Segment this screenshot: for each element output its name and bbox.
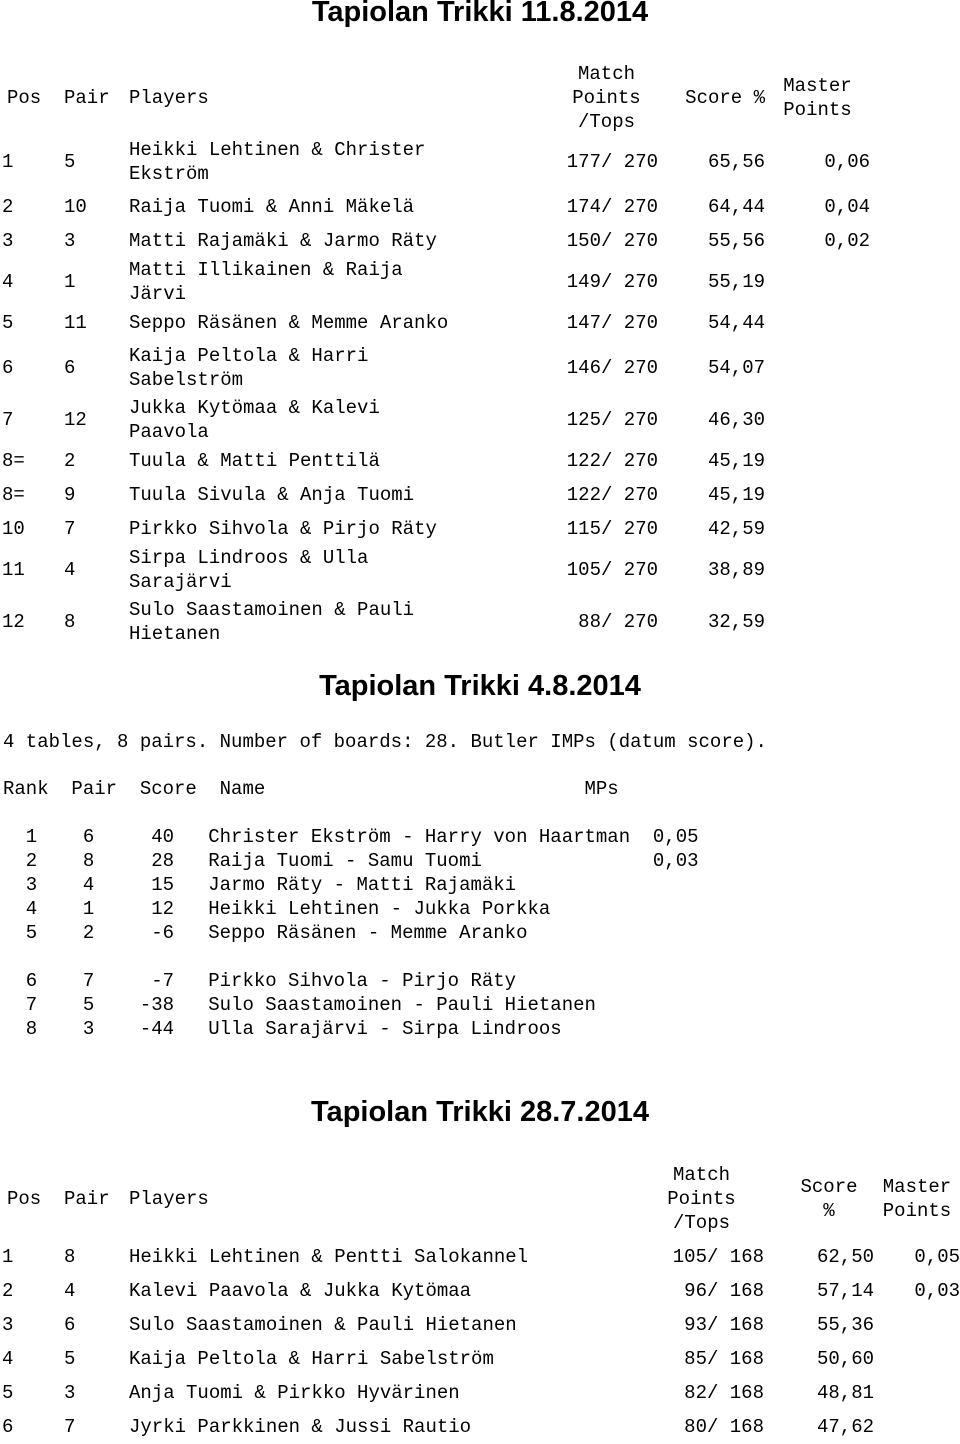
players-cell: Sulo Saastamoinen & Pauli Hietanen: [129, 1314, 517, 1336]
pos-cell: 6: [2, 357, 14, 379]
section2-header: Rank Pair Score Name MPs: [3, 778, 619, 800]
pair-cell: 3: [64, 1382, 76, 1404]
table-row: [0, 258, 870, 306]
pos-cell: 8=: [2, 484, 25, 506]
match-points-cell: 150/ 270: [566, 230, 658, 252]
pos-cell: 11: [2, 559, 25, 581]
master-points-cell: 0,05: [914, 1246, 960, 1268]
table-row: [0, 478, 870, 512]
result-line: 8 3 -44 Ulla Sarajärvi - Sirpa Lindroos: [3, 1018, 562, 1040]
section3-title: Tapiolan Trikki 28.7.2014: [311, 1096, 649, 1128]
players-cell: Jyrki Parkkinen & Jussi Rautio: [129, 1416, 472, 1438]
pair-cell: 2: [64, 450, 76, 472]
pair-cell: 5: [64, 1348, 76, 1370]
table-row: [0, 512, 870, 546]
master-points-cell: [874, 1410, 960, 1444]
players-cell: Heikki Lehtinen & Christer Ekström: [129, 139, 426, 185]
pair-cell: 5: [64, 151, 76, 173]
score-cell: 55,36: [816, 1314, 874, 1336]
match-points-cell: 122/ 270: [566, 450, 658, 472]
result-line: 7 5 -38 Sulo Saastamoinen - Pauli Hietanen: [3, 994, 596, 1016]
players-cell: Anja Tuomi & Pirkko Hyvärinen: [129, 1382, 460, 1404]
section2-info: 4 tables, 8 pairs. Number of boards: 28. Butler IMPs (datum score).: [3, 731, 767, 753]
header-pos: Pos: [7, 87, 42, 109]
header-match-line3: /Tops: [577, 111, 635, 133]
header-match-line3: /Tops: [672, 1212, 730, 1234]
results-table-1: [0, 62, 870, 650]
players-cell: Tuula & Matti Penttilä: [129, 450, 380, 472]
master-points-cell: [765, 340, 870, 396]
players-cell: Matti Illikainen & Raija Järvi: [129, 259, 403, 305]
header-master-line2: Points: [882, 1200, 952, 1222]
match-points-cell: 146/ 270: [566, 357, 658, 379]
pos-cell: 4: [2, 1348, 14, 1370]
table-row: [0, 1308, 960, 1342]
table-row: [0, 306, 870, 340]
pos-cell: 3: [2, 1314, 14, 1336]
score-cell: 64,44: [707, 196, 765, 218]
score-cell: 55,19: [707, 271, 765, 293]
header-players: Players: [129, 87, 209, 109]
master-points-cell: [874, 1308, 960, 1342]
score-cell: 55,56: [707, 230, 765, 252]
match-points-cell: 93/ 168: [684, 1314, 764, 1336]
master-points-cell: 0,06: [824, 151, 870, 173]
master-points-cell: [765, 258, 870, 306]
match-points-cell: 125/ 270: [566, 409, 658, 431]
master-points-cell: [765, 306, 870, 340]
master-points-cell: [765, 444, 870, 478]
table-row: [0, 340, 870, 396]
pair-cell: 8: [64, 611, 76, 633]
pos-cell: 4: [2, 271, 14, 293]
pair-cell: 8: [64, 1246, 76, 1268]
table-row: [0, 134, 870, 190]
header-match-line2: Points: [667, 1188, 736, 1210]
players-cell: Kaija Peltola & Harri Sabelström: [129, 1348, 494, 1370]
match-points-cell: 174/ 270: [566, 196, 658, 218]
match-points-cell: 96/ 168: [684, 1280, 764, 1302]
header-score: [764, 1158, 874, 1240]
score-cell: 47,62: [816, 1416, 874, 1438]
header-master-line1: Master: [783, 75, 852, 97]
pos-cell: 10: [2, 518, 25, 540]
match-points-cell: 105/ 270: [566, 559, 658, 581]
header-score: Score %: [685, 87, 765, 109]
pos-cell: 5: [2, 1382, 14, 1404]
players-cell: Raija Tuomi & Anni Mäkelä: [129, 196, 415, 218]
master-points-cell: [765, 594, 870, 650]
master-points-cell: [765, 512, 870, 546]
players-cell: Pirkko Sihvola & Pirjo Räty: [129, 518, 437, 540]
pair-cell: 7: [64, 1416, 76, 1438]
pos-cell: 5: [2, 312, 14, 334]
score-cell: 57,14: [816, 1280, 874, 1302]
players-cell: Kaija Peltola & Harri Sabelström: [129, 345, 369, 391]
pos-cell: 12: [2, 611, 25, 633]
master-points-cell: 0,03: [914, 1280, 960, 1302]
pos-cell: 8=: [2, 450, 25, 472]
players-cell: Matti Rajamäki & Jarmo Räty: [129, 230, 437, 252]
result-line: 4 1 12 Heikki Lehtinen - Jukka Porkka: [3, 898, 551, 920]
header-match-line1: Match: [577, 63, 635, 85]
match-points-cell: 115/ 270: [566, 518, 658, 540]
result-line: 6 7 -7 Pirkko Sihvola - Pirjo Räty: [3, 970, 517, 992]
match-points-cell: 85/ 168: [684, 1348, 764, 1370]
score-cell: 38,89: [707, 559, 765, 581]
score-cell: 32,59: [707, 611, 765, 633]
score-cell: 54,07: [707, 357, 765, 379]
table-row: [0, 224, 870, 258]
master-points-cell: [765, 396, 870, 444]
pair-cell: 12: [64, 409, 87, 431]
pos-cell: 2: [2, 1280, 14, 1302]
header-match-line1: Match: [672, 1164, 730, 1186]
pair-cell: 4: [64, 559, 76, 581]
result-line: 2 8 28 Raija Tuomi - Samu Tuomi 0,03: [3, 850, 699, 872]
match-points-cell: 177/ 270: [566, 151, 658, 173]
players-cell: Kalevi Paavola & Jukka Kytömaa: [129, 1280, 472, 1302]
match-points-cell: 82/ 168: [684, 1382, 764, 1404]
header-master-points: [765, 62, 870, 134]
score-cell: 42,59: [707, 518, 765, 540]
header-pair: Pair: [64, 1188, 110, 1210]
master-points-cell: 0,02: [824, 230, 870, 252]
score-cell: 65,56: [707, 151, 765, 173]
match-points-cell: 80/ 168: [684, 1416, 764, 1438]
score-cell: 48,81: [816, 1382, 874, 1404]
master-points-cell: [874, 1342, 960, 1376]
header-players: Players: [129, 1188, 209, 1210]
pos-cell: 1: [2, 1246, 14, 1268]
players-cell: Heikki Lehtinen & Pentti Salokannel: [129, 1246, 529, 1268]
master-points-cell: [765, 478, 870, 512]
table-row: [0, 190, 870, 224]
pos-cell: 2: [2, 196, 14, 218]
match-points-cell: 149/ 270: [566, 271, 658, 293]
pair-cell: 7: [64, 518, 76, 540]
pair-cell: 3: [64, 230, 76, 252]
match-points-cell: 147/ 270: [566, 312, 658, 334]
header-score-line1: Score: [800, 1176, 858, 1198]
table-row: [0, 594, 870, 650]
pos-cell: 1: [2, 151, 14, 173]
match-points-cell: 105/ 168: [672, 1246, 764, 1268]
players-cell: Tuula Sivula & Anja Tuomi: [129, 484, 415, 506]
header-pos: Pos: [7, 1188, 42, 1210]
table-row: [0, 1342, 960, 1376]
result-line: 3 4 15 Jarmo Räty - Matti Rajamäki: [3, 874, 517, 896]
score-cell: 62,50: [816, 1246, 874, 1268]
master-points-cell: [874, 1376, 960, 1410]
players-cell: Sulo Saastamoinen & Pauli Hietanen: [129, 599, 415, 645]
table-row: [0, 1240, 960, 1274]
table-row: [0, 1274, 960, 1308]
header-match-line2: Points: [572, 87, 641, 109]
pair-cell: 6: [64, 1314, 76, 1336]
score-cell: 50,60: [816, 1348, 874, 1370]
pair-cell: 9: [64, 484, 76, 506]
table-row: [0, 444, 870, 478]
pos-cell: 3: [2, 230, 14, 252]
header-match-points: [599, 1158, 764, 1240]
score-cell: 46,30: [707, 409, 765, 431]
players-cell: Jukka Kytömaa & Kalevi Paavola: [129, 397, 380, 443]
header-score-line2: %: [823, 1200, 835, 1222]
pair-cell: 10: [64, 196, 87, 218]
table-row: [0, 1376, 960, 1410]
table-row: [0, 1410, 960, 1444]
result-line: 1 6 40 Christer Ekström - Harry von Haartman 0,05: [3, 826, 699, 848]
section2-title: Tapiolan Trikki 4.8.2014: [319, 670, 641, 702]
header-match-points: [555, 62, 658, 134]
pair-cell: 1: [64, 271, 76, 293]
score-cell: 45,19: [707, 450, 765, 472]
pair-cell: 4: [64, 1280, 76, 1302]
header-master-line2: Points: [783, 99, 852, 121]
players-cell: Seppo Räsänen & Memme Aranko: [129, 312, 449, 334]
result-line: 5 2 -6 Seppo Räsänen - Memme Aranko: [3, 922, 528, 944]
match-points-cell: 88/ 270: [578, 611, 658, 633]
score-cell: 54,44: [707, 312, 765, 334]
pair-cell: 6: [64, 357, 76, 379]
players-cell: Sirpa Lindroos & Ulla Sarajärvi: [129, 547, 369, 593]
header-master-line1: Master: [882, 1176, 952, 1198]
master-points-cell: [765, 546, 870, 594]
pos-cell: 6: [2, 1416, 14, 1438]
match-points-cell: 122/ 270: [566, 484, 658, 506]
table-row: [0, 396, 870, 444]
pos-cell: 7: [2, 409, 14, 431]
table-row: [0, 546, 870, 594]
header-pair: Pair: [64, 87, 110, 109]
score-cell: 45,19: [707, 484, 765, 506]
master-points-cell: 0,04: [824, 196, 870, 218]
results-table-3: [0, 1158, 960, 1444]
pair-cell: 11: [64, 312, 87, 334]
section1-title: Tapiolan Trikki 11.8.2014: [311, 0, 649, 28]
header-master-points: [874, 1158, 960, 1240]
